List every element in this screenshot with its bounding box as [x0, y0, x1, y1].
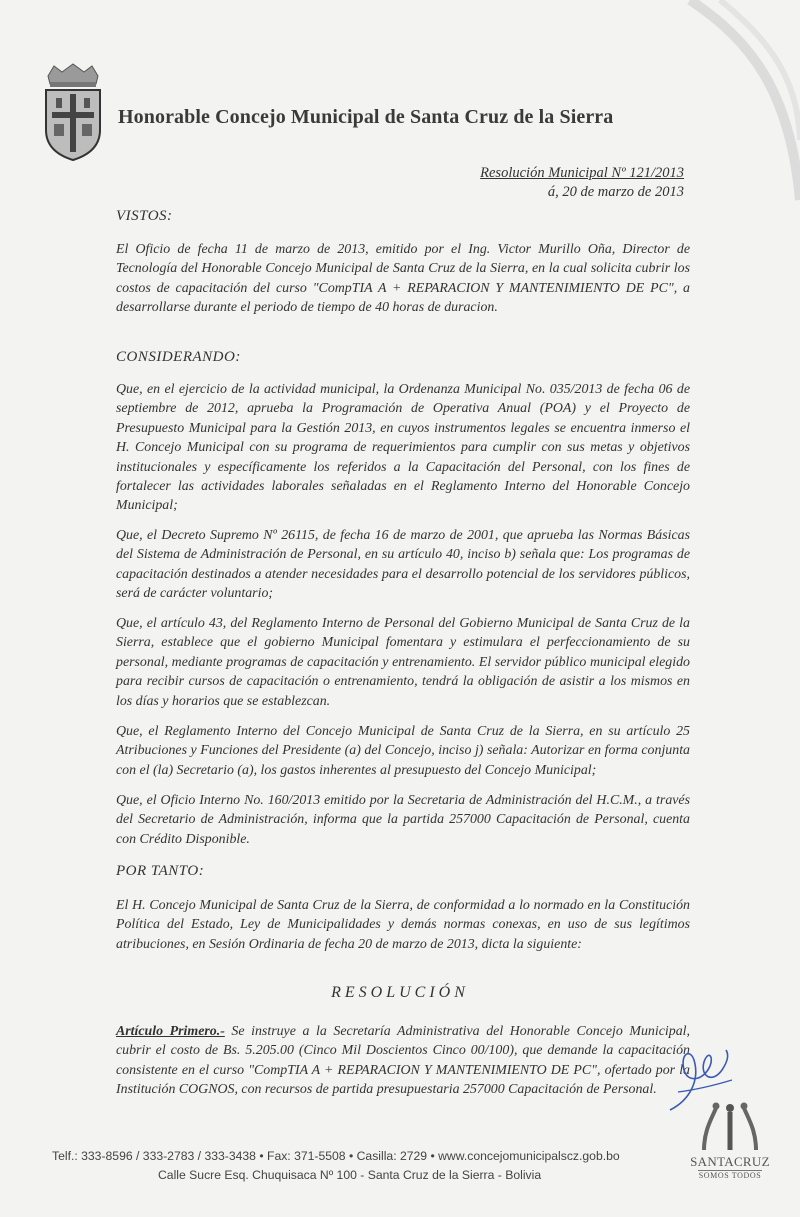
vistos-paragraph: El Oficio de fecha 11 de marzo de 2013, emitido por el Ing. Victor Murillo Oña, Director de Tecnología del Honorable Concejo Municipal de Santa Cruz de la Sierra, en la cual solicita cubrir los costos de capacitación del curso "CompTIA A + REPARACION Y MANTENIMIENTO DE PC", a desarrollarse durante el periodo de tiempo de 40 horas de duracion.	[116, 242, 690, 316]
considerando-paragraph-4: Que, el Reglamento Interno del Concejo Municipal de Santa Cruz de la Sierra, en su artículo 25 Atribuciones y Funciones del Presidente (a) del Concejo, inciso j) señala: Autorizar en forma conjunta con el (la) Secretario (a), los gastos inherentes al presupuesto del Concejo Municipal;	[116, 724, 690, 778]
footer-contact: Telf.: 333-8596 / 333-2783 / 333-3438 • Fax: 371-5508 • Casilla: 2729 • www.concejomunicipalscz.gob.bo	[52, 1149, 620, 1163]
logo-name: SANTACRUZ	[690, 1154, 770, 1169]
resolution-block	[480, 163, 684, 201]
portanto-heading: POR TANTO:	[116, 863, 205, 879]
footer-address: Calle Sucre Esq. Chuquisaca Nº 100 - Santa Cruz de la Sierra - Bolivia	[158, 1168, 542, 1182]
articulo-primero-paragraph	[116, 1022, 690, 1100]
articulo-primero-text: Se instruye a la Secretaría Administrativa del Honorable Concejo Municipal, cubrir el costo de Bs. 5.205.00 (Cinco Mil Doscientos Cinco 00/100), que demande la capacitación consistente en el curso "CompTIA A + REPARACION Y MANTENIMIENTO DE PC", ofertado por la Institución COGNOS, con recursos de partida presupuestaria 257000 Capacitación de Personal.	[116, 1024, 690, 1098]
santacruz-logo	[690, 1100, 770, 1190]
organization-title: Honorable Concejo Municipal de Santa Cruz de la Sierra	[118, 106, 614, 128]
logo-figures-icon	[690, 1100, 770, 1154]
articulo-primero-label: Artículo Primero.-	[116, 1024, 225, 1039]
coat-of-arms-icon	[40, 62, 106, 162]
considerando-heading: CONSIDERANDO:	[116, 349, 241, 365]
resolution-date: á, 20 de marzo de 2013	[547, 184, 684, 200]
portanto-paragraph: El H. Concejo Municipal de Santa Cruz de la Sierra, de conformidad a lo normado en la Constitución Política del Estado, Ley de Municipalidades y demás normas conexas, en uso de sus legítimos atribuciones, en Sesión Ordinaria de fecha 20 de marzo de 2013, dicta la siguiente:	[116, 898, 690, 952]
vistos-heading: VISTOS:	[116, 208, 173, 224]
considerando-paragraph-2: Que, el Decreto Supremo Nº 26115, de fecha 16 de marzo de 2001, que aprueba las Normas Básicas del Sistema de Administración de Personal, en su artículo 40, inciso b) señala que: Los programas de capacitación destinados a atender necesidades para el desarrollo potencial de los servidores públicos, será de carácter voluntario;	[116, 528, 690, 602]
logo-tagline: SOMOS TODOS	[698, 1171, 762, 1180]
considerando-paragraph-1: Que, en el ejercicio de la actividad municipal, la Ordenanza Municipal No. 035/2013 de fecha 06 de septiembre de 2012, aprueba la Programación de Operativa Anual (POA) y el Proyecto de Presupuesto Municipal para la Gestión 2013, en cuyos instrumentos legales se encuentra inmerso el H. Concejo Municipal con su programa de requerimientos para cumplir con sus metas y objetivos institucionales y específicamente los referidos a la Capacitación del Personal, con los fines de fortalecer las actividades laborales señaladas en el Reglamento Interno del Honorable Concejo Municipal;	[116, 382, 690, 514]
considerando-paragraph-5: Que, el Oficio Interno No. 160/2013 emitido por la Secretaria de Administración del H.C.M., a través del Secretario de Administración, informa que la partida 257000 Capacitación de Personal, cuenta con Crédito Disponible.	[116, 793, 690, 847]
considerando-paragraph-3: Que, el artículo 43, del Reglamento Interno de Personal del Gobierno Municipal de Santa Cruz de la Sierra, establece que el gobierno Municipal fomentara y estimulara el perfeccionamiento de su personal, mediante programas de capacitación y entrenamiento. El servidor público municipal elegido para recibir cursos de capacitación o entrenamiento, tendrá la obligación de asistir a los mismos en los días y horarios que se establezcan.	[116, 616, 690, 709]
resolution-number: Resolución Municipal Nº 121/2013	[480, 165, 684, 181]
resolucion-heading: RESOLUCIÓN	[331, 984, 469, 1001]
